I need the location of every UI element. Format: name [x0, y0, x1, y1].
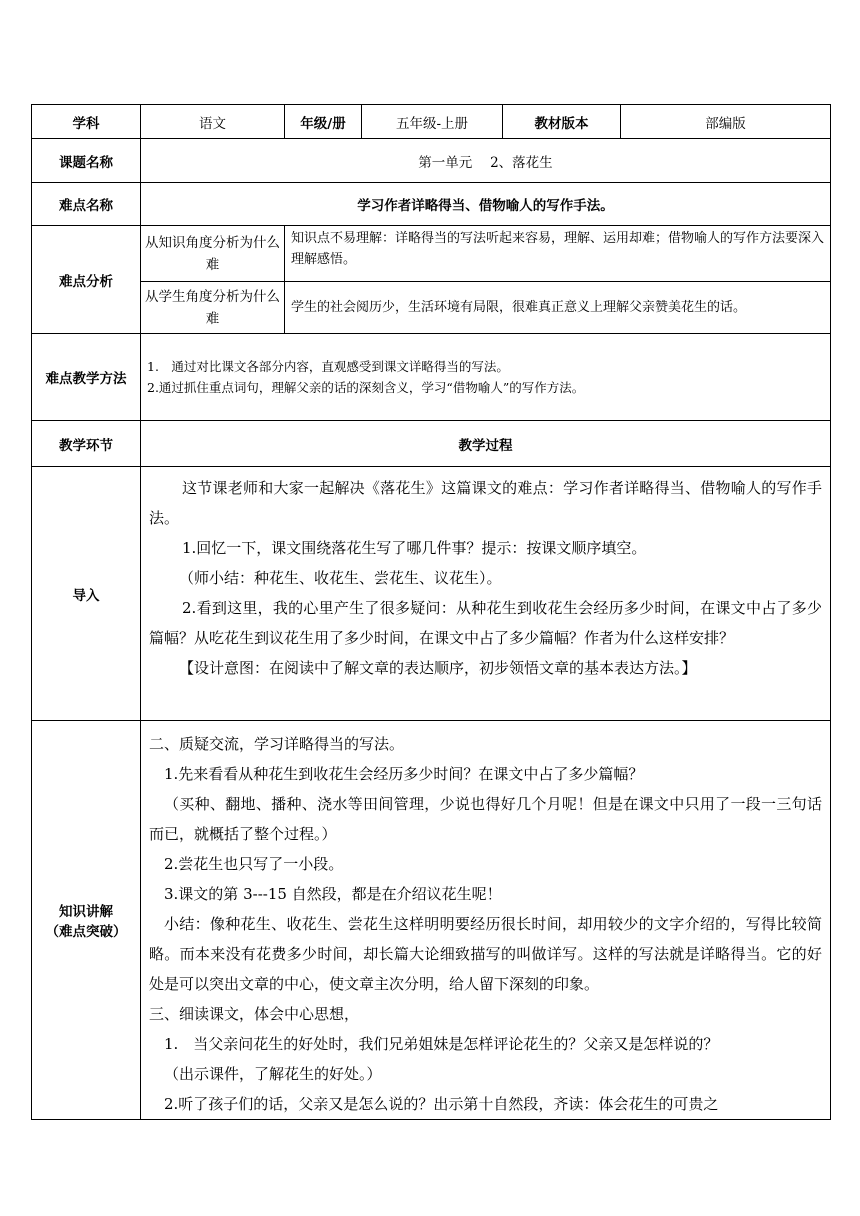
knowledge-content — [141, 721, 831, 1120]
knowledge-paragraph: 2.听了孩子们的话，父亲又是怎么说的？出示第十自然段，齐读：体会花生的可贵之 — [164, 1095, 719, 1113]
intro-paragraph: 1.回忆一下，课文围绕落花生写了哪几件事？提示：按课文顺序填空。 — [182, 539, 647, 557]
header-row — [32, 105, 831, 139]
method-line-1: 1. 通过对比课文各部分内容，直观感受到课文详略得当的写法。 — [147, 359, 509, 374]
knowledge-label — [32, 721, 141, 1120]
knowledge-angle-text: 知识点不易理解：详略得当的写法听起来容易，理解、运用却难；借物喻人的写作方法要深入理解感悟。 — [285, 226, 831, 282]
knowledge-paragraph: （出示课件，了解花生的好处。） — [164, 1065, 382, 1083]
intro-design-intent: 【设计意图：在阅读中了解文章的表达顺序，初步领悟文章的基本表达方法。】 — [179, 659, 697, 677]
subject-value: 语文 — [141, 105, 285, 139]
intro-content — [141, 467, 831, 721]
process-title: 教学过程 — [141, 421, 831, 467]
intro-paragraph: （师小结：种花生、收花生、尝花生、议花生）。 — [179, 569, 502, 587]
knowledge-paragraph: 2.尝花生也只写了一小段。 — [164, 855, 344, 873]
grade-label: 年级/册 — [285, 105, 362, 139]
student-angle-label: 从学生角度分析为什么难 — [141, 282, 285, 334]
intro-paragraph: 这节课老师和大家一起解决《落花生》这篇课文的难点：学习作者详略得当、借物喻人的写作手法。 — [149, 479, 822, 527]
knowledge-summary: 小结：像种花生、收花生、尝花生这样明明要经历很长时间，却用较少的文字介绍的，写得比较简略。而本来没有花费多少时间，却长篇大论细致描写的叫做详写。这样的写法就是详略得当。它的好处是可以突出文章的中心，使文章主次分明，给人留下深刻的印象。 — [149, 915, 822, 993]
knowledge-paragraph: 二、质疑交流，学习详略得当的写法。 — [149, 735, 405, 753]
lesson-plan-table — [31, 104, 831, 1120]
edition-value: 部编版 — [621, 105, 831, 139]
knowledge-paragraph: 3.课文的第 3---15 自然段，都是在介绍议花生呢！ — [164, 885, 502, 903]
edition-label: 教材版本 — [503, 105, 621, 139]
method-row — [32, 334, 831, 421]
intro-paragraph: 2.看到这里，我的心里产生了很多疑问：从种花生到收花生会经历多少时间，在课文中占了多少篇幅？从吃花生到议花生用了多少时间，在课文中占了多少篇幅？作者为什么这样安排？ — [149, 599, 822, 647]
analysis-row-knowledge — [32, 226, 831, 282]
knowledge-row — [32, 721, 831, 1120]
method-line-2: 2.通过抓住重点词句，理解父亲的话的深刻含义，学习“借物喻人”的写作方法。 — [147, 380, 585, 395]
subject-label: 学科 — [32, 105, 141, 139]
process-header-row — [32, 421, 831, 467]
difficulty-value: 学习作者详略得当、借物喻人的写作手法。 — [141, 183, 831, 226]
knowledge-paragraph: 1. 当父亲问花生的好处时，我们兄弟姐妹是怎样评论花生的？父亲又是怎样说的？ — [164, 1035, 719, 1053]
difficulty-row — [32, 183, 831, 226]
analysis-row-student — [32, 282, 831, 334]
lesson-value: 第一单元 2、落花生 — [141, 139, 831, 183]
knowledge-angle-label: 从知识角度分析为什么难 — [141, 226, 285, 282]
knowledge-label-line-1: 知识讲解 — [59, 904, 113, 920]
knowledge-paragraph: 三、细读课文，体会中心思想， — [149, 1005, 360, 1023]
difficulty-label: 难点名称 — [32, 183, 141, 226]
process-stage-label: 教学环节 — [32, 421, 141, 467]
grade-value: 五年级-上册 — [362, 105, 503, 139]
knowledge-paragraph: 1.先来看看从种花生到收花生会经历多少时间？在课文中占了多少篇幅？ — [164, 765, 644, 783]
method-label: 难点教学方法 — [32, 334, 141, 421]
lesson-label: 课题名称 — [32, 139, 141, 183]
student-angle-text: 学生的社会阅历少，生活环境有局限，很难真正意义上理解父亲赞美花生的话。 — [285, 282, 831, 334]
method-text — [141, 334, 831, 421]
knowledge-paragraph: （买种、翻地、播种、浇水等田间管理，少说也得好几个月呢！但是在课文中只用了一段一三句话而已，就概括了整个过程。） — [149, 795, 822, 843]
intro-row — [32, 467, 831, 721]
knowledge-label-line-2: （难点突破） — [45, 924, 127, 940]
analysis-label: 难点分析 — [32, 226, 141, 334]
intro-label: 导入 — [32, 467, 141, 721]
lesson-row — [32, 139, 831, 183]
